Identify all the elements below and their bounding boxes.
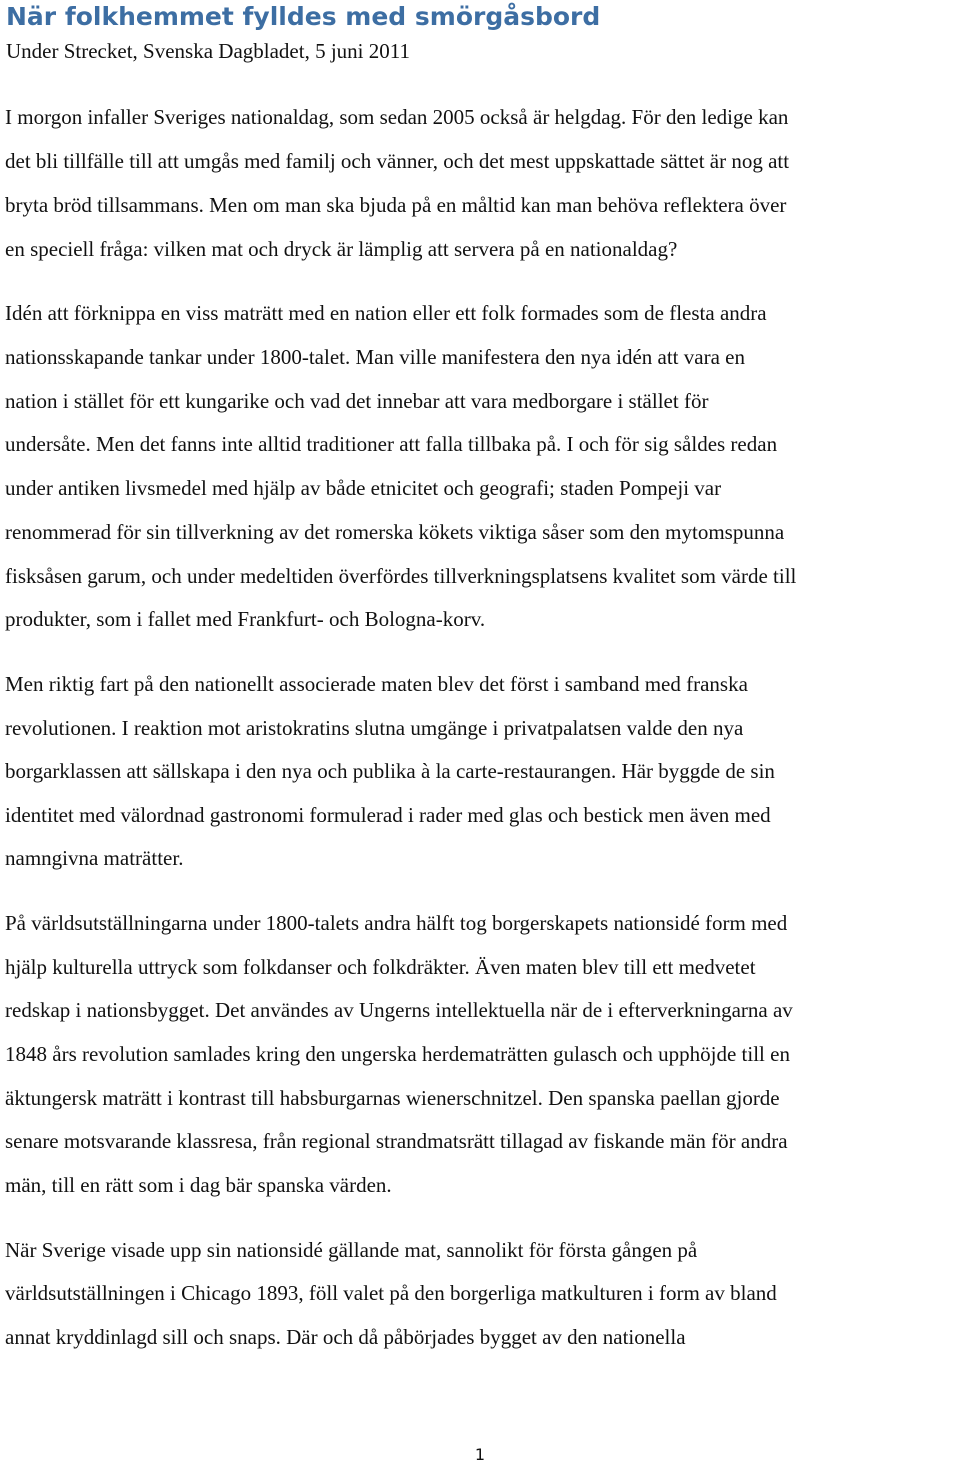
text-line: Idén att förknippa en viss maträtt med en nation eller ett folk formades som de flesta andra xyxy=(5,301,767,325)
text-line: det bli tillfälle till att umgås med familj och vänner, och det mest uppskattade sättet är nog att xyxy=(5,149,790,173)
text-line: produkter, som i fallet med Frankfurt- och Bologna-korv. xyxy=(5,607,486,631)
text-line: När Sverige visade upp sin nationsidé gällande mat, sannolikt för första gången på xyxy=(5,1238,698,1262)
text-line: fisksåsen garum, och under medeltiden överfördes tillverkningsplatsens kvalitet som värde till xyxy=(5,564,797,588)
text-line: namngivna maträtter. xyxy=(5,846,184,870)
text-line: 1848 års revolution samlades kring den ungerska herdematrätten gulasch och upphöjde till en xyxy=(5,1042,790,1066)
text-line: hjälp kulturella uttryck som folkdanser och folkdräkter. Även maten blev till ett medvetet xyxy=(5,955,756,979)
text-line: bryta bröd tillsammans. Men om man ska bjuda på en måltid kan man behöva reflektera över xyxy=(5,193,787,217)
page-number: 1 xyxy=(474,1445,486,1464)
text-line: under antiken livsmedel med hjälp av både etnicitet och geografi; staden Pompeji var xyxy=(5,476,722,500)
article-title: När folkhemmet fylldes med smörgåsbord xyxy=(6,2,601,31)
text-line: världsutställningen i Chicago 1893, föll valet på den borgerliga matkulturen i form av bland xyxy=(5,1281,777,1305)
text-line: äktungersk maträtt i kontrast till habsburgarnas wienerschnitzel. Den spanska paellan gjorde xyxy=(5,1086,780,1110)
text-line: annat kryddinlagd sill och snaps. Där och då påbörjades bygget av den nationella xyxy=(5,1325,686,1349)
text-line: På världsutställningarna under 1800-talets andra hälft tog borgerskapets nationsidé form med xyxy=(5,911,788,935)
article-subtitle: Under Strecket, Svenska Dagbladet, 5 juni 2011 xyxy=(6,39,410,63)
text-line: revolutionen. I reaktion mot aristokratins slutna umgänge i privatpalatsen valde den nya xyxy=(5,716,744,740)
text-line: I morgon infaller Sveriges nationaldag, som sedan 2005 också är helgdag. För den ledige kan xyxy=(5,105,789,129)
text-line: renommerad för sin tillverkning av det romerska kökets viktiga såser som den mytomspunna xyxy=(5,520,785,544)
text-line: senare motsvarande klassresa, från regional strandmatsrätt tillagad av fiskande män för andra xyxy=(5,1129,788,1153)
text-line: nationsskapande tankar under 1800-talet. Man ville manifestera den nya idén att vara en xyxy=(5,345,745,369)
text-line: redskap i nationsbygget. Det användes av Ungerns intellektuella när de i efterverkningarna av xyxy=(5,998,793,1022)
text-line: nation i stället för ett kungarike och vad det innebar att vara medborgare i stället för xyxy=(5,389,709,413)
text-line: borgarklassen att sällskapa i den nya och publika à la carte-restaurangen. Här byggde de sin xyxy=(5,759,775,783)
text-line: undersåte. Men det fanns inte alltid traditioner att falla tillbaka på. I och för sig såldes redan xyxy=(5,432,778,456)
text-line: en speciell fråga: vilken mat och dryck är lämplig att servera på en nationaldag? xyxy=(5,237,678,261)
text-line: Men riktig fart på den nationellt associerade maten blev det först i samband med franska xyxy=(5,672,748,696)
text-line: män, till en rätt som i dag bär spanska värden. xyxy=(5,1173,392,1197)
text-line: identitet med välordnad gastronomi formulerad i rader med glas och bestick men även med xyxy=(5,803,771,827)
